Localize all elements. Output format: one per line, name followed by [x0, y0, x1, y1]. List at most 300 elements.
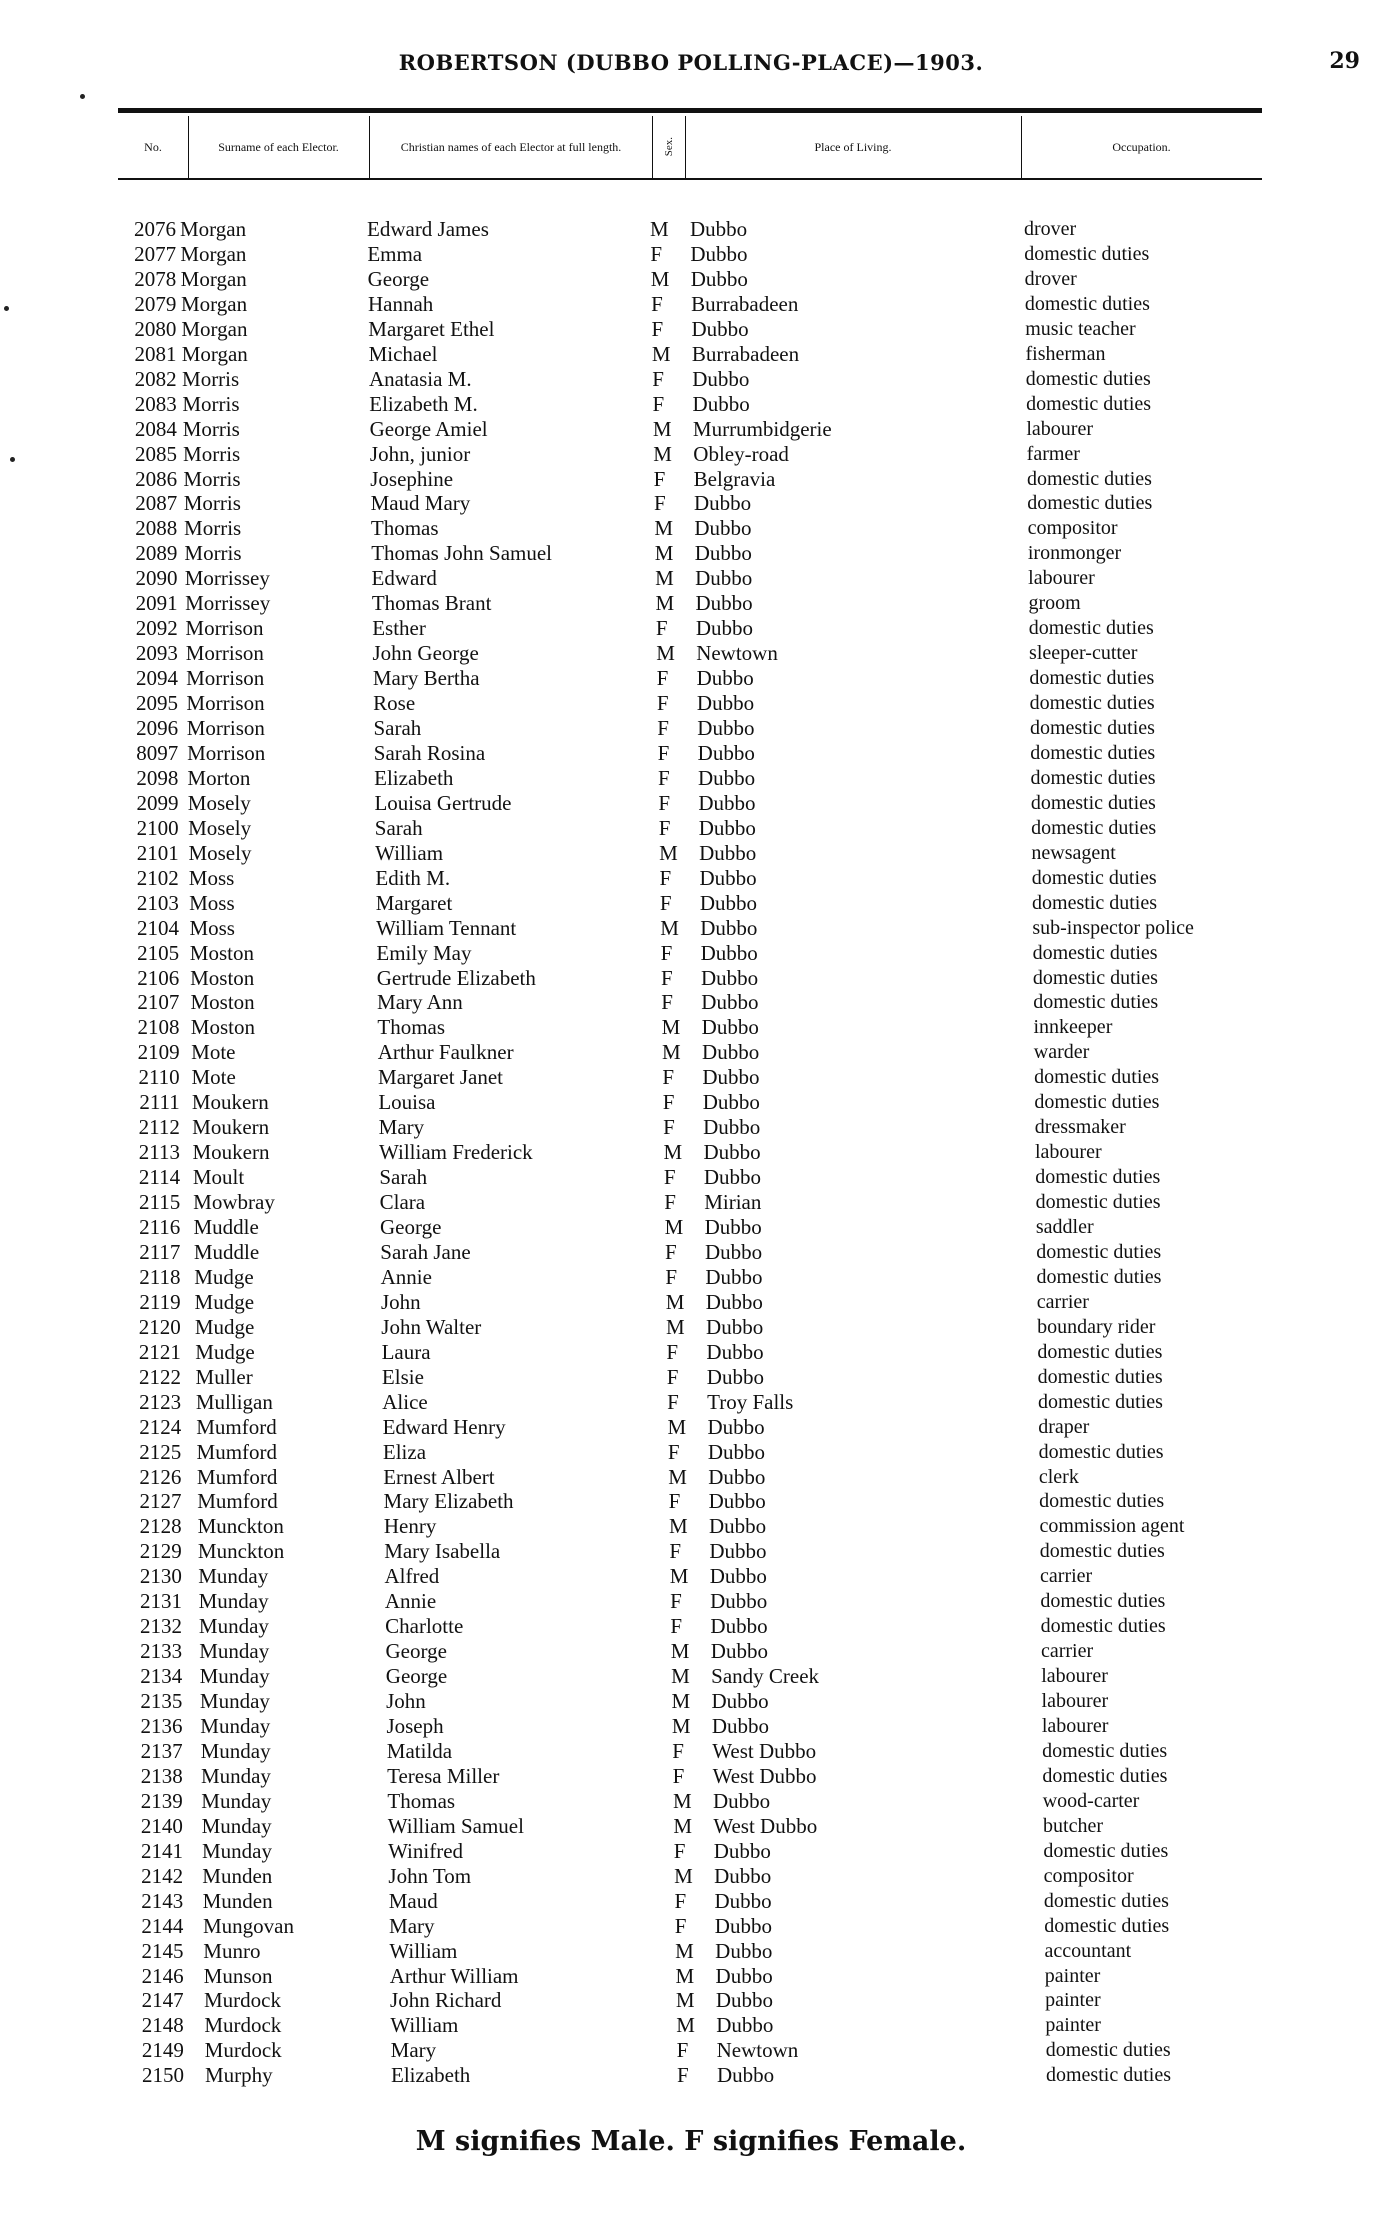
elector-row — [0, 666, 1382, 691]
sex-legend: M signifies Male. F signifies Female. — [415, 2126, 967, 2157]
elector-row — [0, 1415, 1382, 1440]
elector-occupation: domestic duties — [1037, 1365, 1163, 1388]
elector-number: 2119 — [139, 1289, 181, 1314]
elector-number: 2098 — [136, 765, 179, 790]
elector-occupation: wood-carter — [1042, 1789, 1140, 1812]
elector-number: 2079 — [134, 291, 177, 316]
elector-occupation: sleeper-cutter — [1029, 642, 1138, 665]
elector-row — [0, 816, 1382, 841]
elector-number: 2116 — [139, 1215, 181, 1239]
elector-surname: Munday — [198, 1589, 269, 1614]
elector-surname: Mudge — [194, 1289, 255, 1314]
elector-sex: M — [655, 566, 674, 591]
elector-row — [0, 1340, 1382, 1365]
elector-row — [0, 1539, 1382, 1564]
elector-occupation: carrier — [1040, 1640, 1094, 1663]
elector-occupation: commission agent — [1039, 1515, 1185, 1538]
elector-row — [0, 741, 1382, 766]
elector-sex: M — [671, 1664, 690, 1689]
elector-row — [0, 990, 1382, 1015]
elector-christian-names: Alice — [382, 1389, 428, 1414]
elector-number: 2127 — [139, 1489, 182, 1514]
elector-occupation: domestic duties — [1035, 1191, 1161, 1214]
elector-christian-names: Sarah Jane — [380, 1239, 471, 1264]
elector-place: Dubbo — [699, 865, 757, 890]
elector-row — [0, 791, 1382, 816]
elector-number: 2094 — [135, 666, 178, 691]
elector-row — [0, 1489, 1382, 1514]
elector-surname: Murdock — [204, 2013, 282, 2038]
elector-sex: M — [667, 1414, 687, 1439]
elector-occupation: domestic duties — [1042, 1764, 1168, 1787]
elector-number: 2131 — [139, 1589, 182, 1614]
elector-occupation: labourer — [1035, 1141, 1102, 1164]
top-rule — [118, 108, 1262, 113]
elector-surname: Mudge — [195, 1339, 255, 1364]
elector-place: Dubbo — [700, 965, 759, 990]
elector-place: Dubbo — [702, 1065, 760, 1090]
elector-occupation: domestic duties — [1030, 791, 1156, 814]
elector-christian-names: Annie — [380, 1264, 432, 1289]
elector-christian-names: Emily May — [376, 940, 472, 965]
elector-surname: Munro — [203, 1938, 261, 1963]
elector-occupation: domestic duties — [1042, 1739, 1168, 1762]
elector-number: 2126 — [139, 1464, 182, 1489]
elector-number: 2147 — [141, 1988, 184, 2013]
elector-christian-names: Sarah Rosina — [373, 740, 486, 765]
elector-surname: Munday — [199, 1664, 270, 1689]
elector-sex: F — [664, 1190, 676, 1215]
elector-place: Newtown — [696, 641, 778, 666]
elector-number: 2101 — [136, 840, 179, 865]
elector-row — [0, 966, 1382, 991]
elector-sex: F — [674, 1913, 687, 1938]
elector-place: Dubbo — [696, 691, 755, 716]
elector-occupation: domestic duties — [1035, 1166, 1161, 1189]
elector-occupation: domestic duties — [1026, 467, 1152, 490]
elector-sex: M — [654, 516, 674, 541]
elector-row — [0, 442, 1382, 467]
elector-christian-names: Elizabeth — [391, 2063, 471, 2088]
elector-christian-names: William Samuel — [387, 1813, 524, 1838]
elector-row — [0, 217, 1382, 242]
elector-place: Troy Falls — [707, 1389, 794, 1414]
elector-number: 2139 — [140, 1788, 183, 1813]
elector-number: 2122 — [138, 1364, 181, 1389]
elector-surname: Mote — [191, 1040, 236, 1065]
elector-row — [0, 1664, 1382, 1689]
elector-occupation: domestic duties — [1031, 866, 1157, 889]
elector-occupation: boundary rider — [1037, 1315, 1156, 1338]
elector-number: 2133 — [140, 1639, 183, 1664]
elector-sex: F — [650, 241, 663, 266]
elector-row — [0, 1165, 1382, 1190]
elector-occupation: labourer — [1041, 1715, 1109, 1737]
elector-number: 2145 — [141, 1938, 184, 1963]
elector-christian-names: Mary Isabella — [384, 1539, 501, 1564]
elector-surname: Morris — [184, 516, 242, 541]
elector-number: 2085 — [134, 441, 177, 466]
elector-number: 2086 — [135, 466, 178, 491]
elector-surname: Munday — [201, 1788, 272, 1813]
elector-occupation: domestic duties — [1036, 1240, 1162, 1263]
elector-number: 2121 — [138, 1339, 181, 1364]
elector-occupation: ironmonger — [1027, 542, 1122, 565]
elector-christian-names: John Walter — [381, 1314, 482, 1339]
elector-occupation: compositor — [1043, 1864, 1134, 1887]
elector-row — [0, 1140, 1382, 1165]
elector-surname: Munday — [199, 1689, 270, 1714]
elector-christian-names: Margaret — [375, 890, 453, 915]
elector-place: Dubbo — [695, 616, 753, 641]
elector-place: Dubbo — [694, 516, 752, 541]
elector-occupation: domestic duties — [1026, 392, 1152, 415]
elector-surname: Morrison — [187, 740, 266, 765]
elector-place: Dubbo — [710, 1639, 768, 1664]
elector-sex: M — [650, 217, 669, 241]
elector-occupation: accountant — [1044, 1939, 1132, 1962]
elector-number: 2087 — [135, 491, 178, 516]
elector-row — [0, 1265, 1382, 1290]
elector-occupation: domestic duties — [1037, 1390, 1163, 1413]
elector-row — [0, 691, 1382, 716]
elector-sex: M — [676, 2013, 695, 2038]
elector-row — [0, 766, 1382, 791]
elector-row — [0, 1614, 1382, 1639]
elector-row — [0, 1639, 1382, 1664]
elector-christian-names: Louisa Gertrude — [374, 790, 512, 815]
elector-number: 2089 — [135, 541, 178, 566]
elector-sex: F — [651, 316, 664, 341]
elector-christian-names: Arthur Faulkner — [377, 1040, 514, 1065]
elector-row — [0, 467, 1382, 492]
elector-sex: M — [670, 1639, 690, 1664]
elector-sex: F — [653, 466, 666, 491]
elector-sex: F — [657, 740, 670, 765]
elector-row — [0, 1090, 1382, 1115]
elector-row — [0, 1839, 1382, 1864]
elector-sex: F — [656, 691, 669, 716]
elector-occupation: domestic duties — [1024, 292, 1150, 315]
elector-surname: Mudge — [194, 1314, 255, 1339]
elector-row — [0, 1864, 1382, 1889]
elector-christian-names: William — [389, 1938, 458, 1963]
elector-surname: Mumford — [196, 1414, 277, 1439]
elector-christian-names: Emma — [367, 241, 423, 266]
elector-occupation: draper — [1038, 1415, 1090, 1438]
elector-sex: F — [652, 391, 665, 416]
elector-number: 2135 — [140, 1689, 183, 1714]
elector-surname: Mosely — [188, 815, 252, 840]
elector-surname: Mulligan — [195, 1389, 273, 1414]
column-head-christian-names: Christian names of each Elector at full length. — [370, 116, 653, 178]
elector-row — [0, 941, 1382, 966]
elector-surname: Morrison — [185, 616, 264, 641]
elector-place: Sandy Creek — [711, 1664, 820, 1689]
elector-number: 2108 — [137, 1015, 180, 1040]
elector-surname: Morgan — [180, 266, 247, 291]
elector-place: Dubbo — [704, 1215, 762, 1239]
elector-christian-names: Maud — [388, 1888, 438, 1913]
elector-surname: Moukern — [191, 1090, 269, 1115]
elector-surname: Morrison — [186, 716, 265, 740]
elector-surname: Morton — [187, 765, 251, 790]
elector-surname: Muddle — [193, 1215, 259, 1239]
elector-sex: F — [659, 865, 672, 890]
elector-place: Dubbo — [707, 1439, 766, 1464]
elector-place: Murrumbidgerie — [692, 416, 832, 441]
elector-surname: Morris — [183, 441, 241, 466]
elector-sex: F — [665, 1264, 677, 1289]
elector-occupation: drover — [1024, 218, 1077, 240]
elector-occupation: domestic duties — [1034, 1066, 1160, 1089]
elector-surname: Munckton — [197, 1539, 285, 1564]
elector-place: Belgravia — [693, 466, 776, 491]
elector-occupation: domestic duties — [1037, 1340, 1163, 1363]
elector-place: Dubbo — [695, 591, 753, 616]
elector-surname: Morgan — [180, 241, 247, 266]
elector-sex: F — [663, 1115, 675, 1140]
elector-row — [0, 292, 1382, 317]
elector-occupation: clerk — [1038, 1465, 1079, 1488]
elector-surname: Morris — [182, 416, 240, 441]
elector-surname: Morgan — [181, 291, 248, 316]
elector-number: 2109 — [137, 1040, 180, 1065]
elector-surname: Moston — [190, 1015, 255, 1040]
elector-number: 2149 — [141, 2038, 184, 2063]
elector-number: 2092 — [135, 616, 178, 641]
elector-surname: Munson — [203, 1963, 273, 1988]
elector-surname: Moult — [192, 1165, 245, 1190]
elector-row — [0, 516, 1382, 541]
elector-occupation: fisherman — [1025, 342, 1106, 365]
elector-christian-names: Hannah — [367, 291, 434, 316]
elector-occupation: labourer — [1041, 1690, 1109, 1713]
elector-christian-names: George — [367, 266, 430, 291]
elector-sex: M — [671, 1714, 691, 1738]
elector-place: Burrabadeen — [691, 291, 799, 316]
elector-sex: M — [654, 541, 674, 566]
elector-row — [0, 1465, 1382, 1490]
elector-number: 2142 — [141, 1863, 184, 1888]
elector-number: 2084 — [134, 416, 177, 441]
elector-place: Dubbo — [708, 1489, 766, 1514]
elector-sex: F — [677, 2063, 689, 2088]
elector-place: Dubbo — [702, 1090, 760, 1115]
elector-occupation: domestic duties — [1036, 1265, 1162, 1288]
elector-sex: M — [675, 1938, 694, 1963]
elector-number: 2120 — [138, 1314, 181, 1339]
elector-christian-names: Anatasia M. — [368, 366, 472, 391]
elector-number: 2117 — [139, 1239, 181, 1264]
elector-number: 2114 — [138, 1165, 181, 1190]
elector-christian-names: Mary Ann — [377, 990, 463, 1015]
elector-sex: M — [663, 1140, 683, 1165]
elector-place: Dubbo — [707, 1414, 765, 1439]
elector-row — [0, 1814, 1382, 1839]
elector-christian-names: Rose — [373, 691, 416, 716]
elector-sex: M — [668, 1514, 688, 1539]
elector-number: 2136 — [140, 1714, 183, 1738]
elector-row — [0, 491, 1382, 516]
elector-row — [0, 591, 1382, 616]
elector-row — [0, 1040, 1382, 1065]
elector-place: West Dubbo — [712, 1738, 817, 1763]
elector-number: 2082 — [134, 366, 177, 391]
elector-christian-names: Mary Elizabeth — [383, 1489, 514, 1514]
elector-row — [0, 1190, 1382, 1215]
elector-place: Dubbo — [703, 1140, 761, 1165]
elector-number: 2144 — [141, 1913, 184, 1938]
elector-number: 2123 — [139, 1389, 182, 1414]
elector-number: 2115 — [138, 1190, 181, 1215]
elector-row — [0, 1714, 1382, 1739]
elector-row — [0, 866, 1382, 891]
elector-place: Dubbo — [714, 1888, 772, 1913]
elector-place: Dubbo — [713, 1838, 771, 1863]
elector-christian-names: Charlotte — [385, 1614, 464, 1639]
elector-sex: F — [656, 666, 669, 691]
elector-surname: Morris — [182, 366, 240, 391]
elector-number: 2137 — [140, 1738, 183, 1763]
elector-occupation: innkeeper — [1033, 1016, 1113, 1039]
elector-surname: Morrison — [186, 666, 265, 691]
elector-surname: Moss — [188, 865, 235, 890]
elector-place: Dubbo — [694, 541, 752, 566]
elector-place: Dubbo — [712, 1788, 771, 1813]
elector-place: Dubbo — [708, 1514, 767, 1539]
elector-surname: Moston — [189, 940, 254, 965]
elector-sex: M — [662, 1040, 681, 1065]
elector-place: Dubbo — [701, 990, 759, 1015]
elector-surname: Mosely — [188, 840, 252, 865]
elector-christian-names: George — [379, 1215, 442, 1239]
page-header — [0, 48, 1382, 88]
elector-number: 2134 — [140, 1664, 183, 1689]
elector-occupation: newsagent — [1031, 841, 1116, 864]
elector-place: Dubbo — [692, 366, 750, 391]
elector-occupation: drover — [1024, 267, 1077, 290]
elector-christian-names: Josephine — [370, 466, 454, 491]
elector-surname: Munday — [199, 1639, 270, 1664]
elector-surname: Morrison — [186, 691, 265, 716]
elector-row — [0, 1365, 1382, 1390]
elector-sex: M — [668, 1464, 687, 1489]
elector-occupation: labourer — [1041, 1665, 1108, 1688]
elector-christian-names: George — [385, 1664, 448, 1689]
elector-sex: F — [651, 291, 663, 316]
elector-christian-names: Edward James — [367, 217, 489, 241]
elector-row — [0, 267, 1382, 292]
elector-christian-names: John Richard — [390, 1988, 502, 2013]
elector-sex: F — [673, 1838, 686, 1863]
elector-sex: F — [670, 1614, 683, 1639]
elector-place: Dubbo — [710, 1589, 768, 1614]
elector-christian-names: Michael — [368, 341, 438, 366]
elector-occupation: domestic duties — [1032, 966, 1158, 989]
elector-sex: M — [653, 441, 672, 466]
elector-row — [0, 342, 1382, 367]
elector-occupation: groom — [1028, 592, 1081, 615]
elector-sex: F — [658, 765, 670, 790]
elector-number: 2102 — [136, 865, 179, 890]
elector-row — [0, 1015, 1382, 1040]
elector-number: 2076 — [134, 217, 176, 241]
elector-number: 2118 — [139, 1264, 181, 1289]
elector-surname: Mudge — [194, 1264, 254, 1289]
elector-surname: Moston — [190, 990, 255, 1015]
elector-row — [0, 566, 1382, 591]
elector-number: 2112 — [138, 1115, 180, 1140]
elector-place: Dubbo — [690, 217, 748, 241]
elector-row — [0, 716, 1382, 741]
column-head-no: No. — [118, 116, 189, 178]
elector-number: 2104 — [137, 915, 180, 940]
elector-surname: Munden — [202, 1863, 273, 1888]
elector-place: Obley-road — [693, 441, 789, 466]
elector-surname: Morrissey — [185, 591, 271, 616]
elector-number: 2113 — [138, 1140, 180, 1165]
elector-sex: M — [651, 341, 671, 366]
column-head-occupation: Occupation. — [1112, 139, 1171, 154]
elector-number: 2143 — [141, 1888, 184, 1913]
elector-place: Dubbo — [695, 566, 753, 591]
elector-sex: F — [658, 815, 671, 840]
elector-number: 2106 — [137, 965, 180, 990]
elector-row — [0, 2038, 1382, 2063]
elector-surname: Munday — [198, 1564, 269, 1589]
elector-surname: Moss — [189, 890, 235, 915]
elector-christian-names: Sarah — [373, 716, 422, 740]
elector-place: Dubbo — [715, 1963, 773, 1988]
elector-surname: Moston — [190, 965, 255, 990]
elector-number: 2146 — [141, 1963, 184, 1988]
elector-occupation: farmer — [1026, 442, 1080, 465]
elector-surname: Morgan — [181, 316, 248, 341]
elector-place: Dubbo — [690, 241, 748, 266]
elector-occupation: domestic duties — [1028, 617, 1154, 640]
elector-row — [0, 1964, 1382, 1989]
page-number: 29 — [1329, 48, 1360, 74]
elector-sex: M — [672, 1788, 692, 1813]
elector-sex: F — [676, 2038, 689, 2063]
elector-row — [0, 841, 1382, 866]
elector-christian-names: Thomas — [370, 516, 439, 541]
column-head-sex — [653, 116, 686, 178]
running-title: ROBERTSON (DUBBO POLLING-PLACE)—1903. — [398, 50, 984, 75]
elector-place: Dubbo — [708, 1464, 766, 1489]
elector-occupation: domestic duties — [1038, 1440, 1164, 1463]
elector-place: Dubbo — [701, 1015, 759, 1040]
elector-sex: M — [660, 915, 679, 940]
elector-row — [0, 1689, 1382, 1714]
elector-sex: M — [656, 641, 675, 666]
elector-sex: F — [674, 1888, 687, 1913]
elector-christian-names: Elizabeth — [374, 765, 454, 790]
elector-occupation: domestic duties — [1029, 717, 1155, 739]
elector-christian-names: William — [375, 840, 444, 865]
elector-occupation: domestic duties — [1046, 2064, 1171, 2087]
elector-number: 2077 — [134, 241, 177, 266]
elector-christian-names: John, junior — [369, 441, 471, 466]
elector-row — [0, 367, 1382, 392]
elector-place: West Dubbo — [712, 1763, 817, 1788]
elector-row — [0, 2013, 1382, 2038]
elector-number: 2132 — [140, 1614, 183, 1639]
elector-place: Dubbo — [710, 1614, 768, 1639]
elector-place: Dubbo — [690, 266, 748, 291]
elector-sex: M — [674, 1863, 693, 1888]
